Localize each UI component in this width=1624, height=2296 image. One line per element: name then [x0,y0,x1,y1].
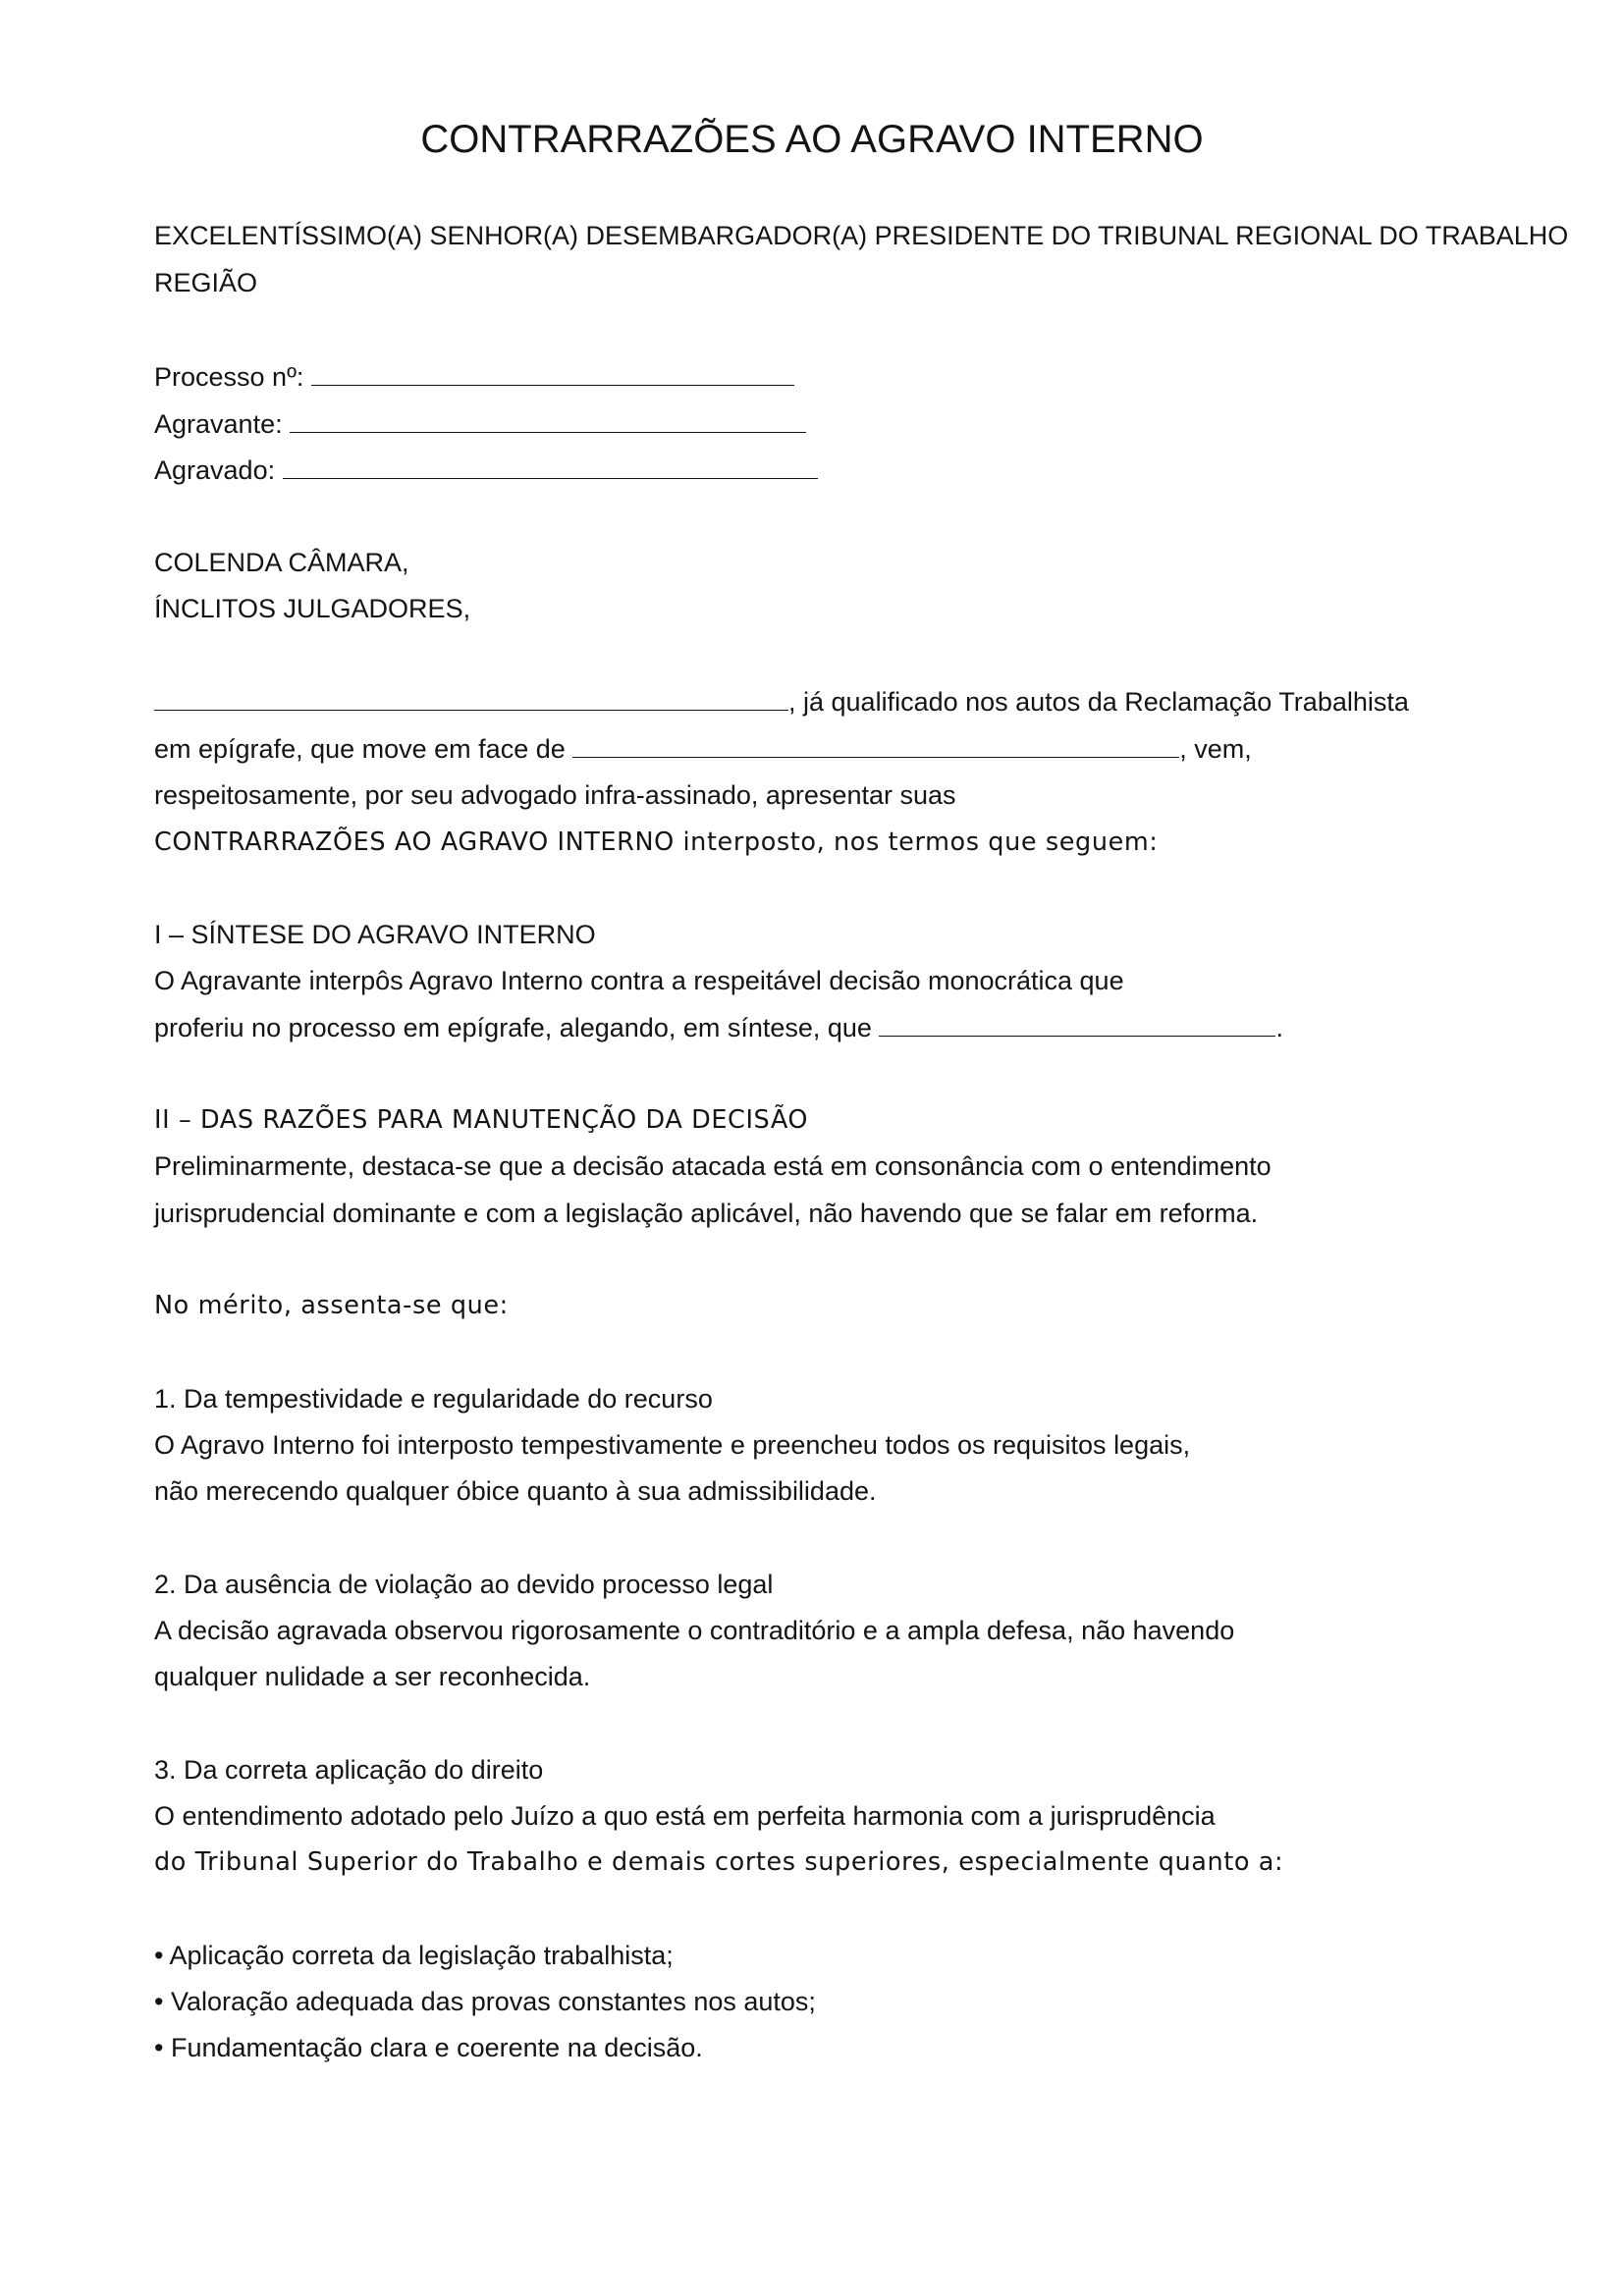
addressee-line-2: REGIÃO [154,268,258,297]
processo-field [154,357,794,397]
salutation-line-1: COLENDA CÂMARA, [154,548,409,577]
item-1-line-2: não merecendo qualquer óbice quanto à sua admissibilidade. [154,1476,877,1506]
document-title: CONTRARRAZÕES AO AGRAVO INTERNO [420,118,1204,161]
intro-line-1 [154,682,1409,721]
intro-line-2-tail: , vem, [1179,734,1252,764]
processo-label: Processo nº: [154,362,304,392]
section-2-line-2: jurisprudencial dominante e com a legislação aplicável, não havendo que se falar em reforma. [154,1199,1259,1228]
intro-line-1-text: , já qualificado nos autos da Reclamação Trabalhista [788,687,1409,717]
item-3-heading: 3. Da correta aplicação do direito [154,1755,544,1785]
agravado-field [154,451,818,490]
merit-intro: No mérito, assenta-se que: [154,1291,509,1320]
qualificado-blank-line[interactable] [154,684,788,711]
item-2-heading: 2. Da ausência de violação ao devido processo legal [154,1570,774,1599]
list-item: • Aplicação correta da legislação trabalhista; [154,1941,674,1970]
intro-line-2-head: em epígrafe, que move em face de [154,734,566,764]
section-1-line-2-tail: . [1275,1013,1283,1042]
agravante-blank-line[interactable] [290,406,806,433]
item-3-line-1: O entendimento adotado pelo Juízo a quo está em perfeita harmonia com a jurisprudência [154,1801,1216,1831]
item-2-line-2: qualquer nulidade a ser reconhecida. [154,1662,591,1691]
section-1-line-2-head: proferiu no processo em epígrafe, alegando, em síntese, que [154,1013,872,1042]
item-3-line-2: do Tribunal Superior do Trabalho e demais cortes superiores, especialmente quanto a: [154,1847,1284,1877]
section-1-line-1: O Agravante interpôs Agravo Interno contra a respeitável decisão monocrática que [154,966,1124,995]
agravante-label: Agravante: [154,409,283,439]
addressee-line-1: EXCELENTÍSSIMO(A) SENHOR(A) DESEMBARGADOR(A) PRESIDENTE DO TRIBUNAL REGIONAL DO TRABALHO [154,221,1569,250]
intro-line-3: respeitosamente, por seu advogado infra-assinado, apresentar suas [154,780,956,810]
list-item: • Valoração adequada das provas constantes nos autos; [154,1987,816,2016]
parte-contraria-blank-line[interactable] [572,731,1179,758]
intro-line-2 [154,729,1252,769]
section-2-heading: II – DAS RAZÕES PARA MANUTENÇÃO DA DECISÃO [154,1105,809,1135]
section-1-line-2 [154,1008,1283,1047]
intro-line-4: CONTRARRAZÕES AO AGRAVO INTERNO interposto, nos termos que seguem: [154,828,1159,857]
agravado-blank-line[interactable] [283,453,818,479]
processo-blank-line[interactable] [311,359,794,386]
sintese-blank-line[interactable] [879,1010,1275,1037]
section-1-heading: I – SÍNTESE DO AGRAVO INTERNO [154,920,596,949]
list-item: • Fundamentação clara e coerente na decisão. [154,2033,703,2062]
agravante-field [154,404,806,444]
item-2-line-1: A decisão agravada observou rigorosamente o contraditório e a ampla defesa, não havendo [154,1616,1235,1645]
item-1-heading: 1. Da tempestividade e regularidade do recurso [154,1384,713,1414]
agravado-label: Agravado: [154,455,276,485]
section-2-line-1: Preliminarmente, destaca-se que a decisão atacada está em consonância com o entendimento [154,1151,1272,1181]
salutation-line-2: ÍNCLITOS JULGADORES, [154,594,471,623]
item-1-line-1: O Agravo Interno foi interposto tempestivamente e preencheu todos os requisitos legais, [154,1430,1191,1460]
